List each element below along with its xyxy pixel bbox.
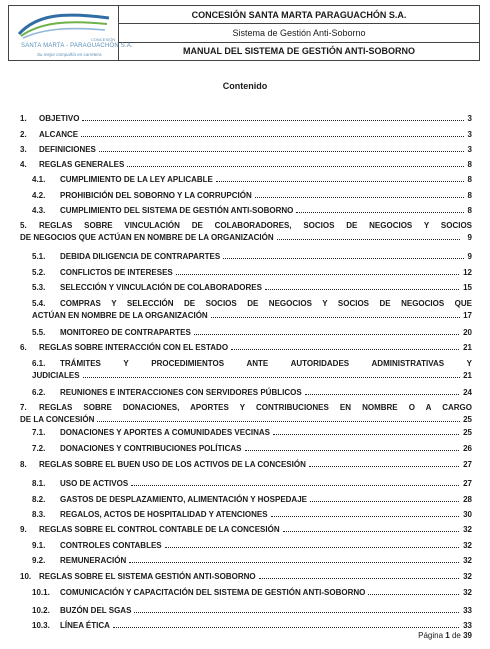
toc-entry-page: 3	[467, 130, 472, 139]
toc-entry[interactable]	[0, 356, 490, 368]
toc-leader-dots	[176, 274, 459, 275]
toc-entry-number: 5.	[20, 221, 27, 230]
toc-entry-page: 30	[463, 510, 472, 519]
page-of: de	[451, 631, 461, 640]
toc-entry-number: 4.1.	[32, 175, 46, 184]
contents-heading: Contenido	[222, 81, 268, 91]
toc-entry-number: 10.	[20, 572, 32, 581]
toc-entry-number: 6.	[20, 343, 27, 352]
toc-entry-number: 7.2.	[32, 444, 46, 453]
toc-entry-page: 25	[463, 428, 472, 437]
toc-leader-dots	[83, 377, 460, 378]
toc-entry-page: 33	[463, 621, 472, 630]
toc-leader-dots	[255, 197, 464, 198]
toc-entry[interactable]	[0, 265, 490, 277]
toc-entry-page: 21	[463, 371, 472, 380]
document-header	[8, 5, 480, 61]
toc-leader-dots	[113, 627, 459, 628]
page-label: Página	[418, 631, 444, 640]
toc-entry-title-line2: DE LA CONCESIÓN	[20, 415, 95, 424]
toc-leader-dots	[277, 239, 460, 240]
logo-name: SANTA MARTA - PARAGUACHÓN S.A.	[21, 43, 133, 49]
toc-entry-number: 9.1.	[32, 541, 46, 550]
toc-leader-dots	[273, 434, 459, 435]
toc-entry-title: REGALOS, ACTOS DE HOSPITALIDAD Y ATENCIONES	[60, 510, 268, 519]
toc-entry-title: USO DE ACTIVOS	[60, 479, 129, 488]
toc-entry[interactable]	[0, 218, 490, 230]
toc-entry-page: 3	[467, 145, 472, 154]
toc-entry-title: GASTOS DE DESPLAZAMIENTO, ALIMENTACIÓN Y HOSPEDAJE	[60, 495, 307, 504]
toc-entry-title-line2: ACTÚAN EN NOMBRE DE LA ORGANIZACIÓN	[32, 311, 208, 320]
toc-entry-page: 8	[467, 175, 472, 184]
toc-entry[interactable]	[0, 425, 490, 437]
toc-entry-title: COMUNICACIÓN Y CAPACITACIÓN DEL SISTEMA DE GESTIÓN ANTI-SOBORNO	[60, 588, 366, 597]
toc-entry[interactable]	[0, 157, 490, 169]
toc-entry-page: 9	[467, 252, 472, 261]
toc-entry[interactable]	[0, 280, 490, 292]
toc-leader-dots	[131, 485, 459, 486]
toc-leader-dots	[127, 166, 464, 167]
logo-small-text: CONCESIÓN	[91, 37, 116, 42]
toc-entry-number: 8.3.	[32, 510, 46, 519]
toc-entry-number: 5.1.	[32, 252, 46, 261]
toc-entry[interactable]	[0, 400, 490, 412]
toc-entry-number: 10.1.	[32, 588, 50, 597]
toc-entry-title: REGLAS SOBRE EL CONTROL CONTABLE DE LA CONCESIÓN	[39, 525, 280, 534]
toc-entry-number: 10.3.	[32, 621, 50, 630]
toc-entry[interactable]	[0, 522, 490, 534]
toc-entry[interactable]	[0, 441, 490, 453]
toc-entry-title-line1: REGLAS SOBRE VINCULACIÓN DE COLABORADORES, SOCIOS DE NEGOCIOS Y SOCIOS	[39, 221, 472, 230]
toc-entry-title-line1: TRÁMITES Y PROCEDIMIENTOS ANTE AUTORIDADES ADMINISTRATIVAS Y	[60, 359, 472, 368]
toc-entry[interactable]	[0, 203, 490, 215]
toc-entry-number: 4.	[20, 160, 27, 169]
toc-entry[interactable]	[0, 249, 490, 261]
toc-entry-title: CUMPLIMIENTO DEL SISTEMA DE GESTIÓN ANTI-SOBORNO	[60, 206, 294, 215]
toc-entry-continuation	[0, 230, 490, 242]
toc-entry-title: REGLAS SOBRE EL SISTEMA GESTIÓN ANTI-SOBORNO	[39, 572, 256, 581]
toc-entry-page: 9	[467, 233, 472, 242]
toc-entry[interactable]	[0, 188, 490, 200]
toc-entry-title: DEBIDA DILIGENCIA DE CONTRAPARTES	[60, 252, 221, 261]
header-titles	[119, 6, 479, 60]
toc-entry-title: CUMPLIMIENTO DE LA LEY APLICABLE	[60, 175, 213, 184]
toc-entry[interactable]	[0, 603, 490, 615]
toc-entry-title: SELECCIÓN Y VINCULACIÓN DE COLABORADORES	[60, 283, 262, 292]
manual-title: MANUAL DEL SISTEMA DE GESTIÓN ANTI-SOBORNO	[119, 42, 479, 60]
toc-leader-dots	[97, 421, 460, 422]
toc-entry-page: 15	[463, 283, 472, 292]
toc-entry-number: 6.1.	[32, 359, 46, 368]
toc-entry[interactable]	[0, 111, 490, 123]
toc-entry-title: PROHIBICIÓN DEL SOBORNO Y LA CORRUPCIÓN	[60, 191, 252, 200]
toc-entry-title: ALCANCE	[39, 130, 79, 139]
toc-leader-dots	[223, 258, 464, 259]
toc-entry-page: 8	[467, 160, 472, 169]
toc-entry-page: 32	[463, 541, 472, 550]
toc-leader-dots	[310, 501, 459, 502]
toc-entry-title: DONACIONES Y APORTES A COMUNIDADES VECINAS	[60, 428, 270, 437]
toc-entry[interactable]	[0, 492, 490, 504]
toc-entry[interactable]	[0, 507, 490, 519]
toc-entry-page: 27	[463, 479, 472, 488]
toc-entry-page: 26	[463, 444, 472, 453]
toc-entry-page: 28	[463, 495, 472, 504]
toc-entry-page: 12	[463, 268, 472, 277]
toc-entry-title: OBJETIVO	[39, 114, 80, 123]
toc-entry-number: 8.	[20, 460, 27, 469]
toc-entry-number: 4.2.	[32, 191, 46, 200]
toc-leader-dots	[129, 562, 459, 563]
page-number	[418, 631, 472, 640]
toc-entry[interactable]	[0, 457, 490, 469]
toc-entry-title: REUNIONES E INTERACCIONES CON SERVIDORES PÚBLICOS	[60, 388, 302, 397]
toc-entry-title-line1: COMPRAS Y SELECCIÓN DE SOCIOS DE NEGOCIOS Y SOCIOS DE NEGOCIOS QUE	[60, 299, 472, 308]
toc-entry-title: DEFINICIONES	[39, 145, 96, 154]
system-name: Sistema de Gestión Anti-Soborno	[119, 23, 479, 41]
toc-leader-dots	[368, 594, 459, 595]
toc-leader-dots	[245, 450, 459, 451]
toc-entry[interactable]	[0, 296, 490, 308]
toc-leader-dots	[211, 317, 460, 318]
toc-entry-title: CONTROLES CONTABLES	[60, 541, 162, 550]
toc-entry[interactable]	[0, 538, 490, 550]
toc-entry-title: REGLAS GENERALES	[39, 160, 125, 169]
toc-entry-number: 6.2.	[32, 388, 46, 397]
toc-entry-page: 33	[463, 606, 472, 615]
toc-entry-number: 10.2.	[32, 606, 50, 615]
toc-entry-number: 5.2.	[32, 268, 46, 277]
toc-entry[interactable]	[0, 172, 490, 184]
toc-entry-title-line1: REGLAS SOBRE DONACIONES, APORTES Y CONTRIBUCIONES EN NOMBRE O A CARGO	[39, 403, 472, 412]
toc-entry[interactable]	[0, 476, 490, 488]
toc-entry-page: 25	[463, 415, 472, 424]
toc-leader-dots	[271, 516, 459, 517]
toc-leader-dots	[165, 547, 459, 548]
company-name: CONCESIÓN SANTA MARTA PARAGUACHÓN S.A.	[191, 9, 407, 20]
toc-entry-title: CONFLICTOS DE INTERESES	[60, 268, 173, 277]
toc-entry-continuation	[0, 368, 490, 380]
toc-leader-dots	[259, 578, 459, 579]
company-logo	[9, 6, 133, 60]
toc-leader-dots	[309, 466, 459, 467]
toc-entry-continuation	[0, 412, 490, 424]
toc-entry-title: REGLAS SOBRE INTERACCIÓN CON EL ESTADO	[39, 343, 229, 352]
toc-leader-dots	[305, 394, 459, 395]
toc-entry-number: 8.2.	[32, 495, 46, 504]
toc-entry[interactable]	[0, 585, 490, 597]
toc-entry-title: BUZÓN DEL SGAS	[60, 606, 132, 615]
toc-entry-page: 21	[463, 343, 472, 352]
toc-entry-number: 5.4.	[32, 299, 46, 308]
toc-entry-title: REGLAS SOBRE EL BUEN USO DE LOS ACTIVOS DE LA CONCESIÓN	[39, 460, 306, 469]
toc-entry-number: 9.2.	[32, 556, 46, 565]
toc-entry[interactable]	[0, 618, 490, 630]
toc-entry[interactable]	[0, 569, 490, 581]
toc-entry-number: 7.1.	[32, 428, 46, 437]
toc-entry-continuation	[0, 308, 490, 320]
toc-entry[interactable]	[0, 142, 490, 154]
toc-entry-page: 32	[463, 572, 472, 581]
toc-entry[interactable]	[0, 553, 490, 565]
toc-entry-title: LÍNEA ÉTICA	[60, 621, 110, 630]
toc-entry-number: 9.	[20, 525, 27, 534]
toc-leader-dots	[296, 212, 464, 213]
toc-entry-title-line2: JUDICIALES	[32, 371, 80, 380]
toc-entry-page: 27	[463, 460, 472, 469]
toc-entry[interactable]	[0, 325, 490, 337]
toc-leader-dots	[134, 612, 459, 613]
toc-entry-number: 4.3.	[32, 206, 46, 215]
toc-entry-title: MONITOREO DE CONTRAPARTES	[60, 328, 191, 337]
toc-entry-page: 3	[467, 114, 472, 123]
toc-entry-page: 32	[463, 525, 472, 534]
toc-entry-number: 5.3.	[32, 283, 46, 292]
toc-entry-number: 5.5.	[32, 328, 46, 337]
toc-entry-page: 8	[467, 191, 472, 200]
toc-entry-page: 24	[463, 388, 472, 397]
toc-leader-dots	[194, 334, 459, 335]
toc-leader-dots	[216, 181, 464, 182]
toc-entry-page: 17	[463, 311, 472, 320]
toc-entry-number: 1.	[20, 114, 27, 123]
toc-entry-number: 8.1.	[32, 479, 46, 488]
toc-entry-number: 7.	[20, 403, 27, 412]
toc-entry-number: 3.	[20, 145, 27, 154]
toc-entry[interactable]	[0, 340, 490, 352]
toc-entry-title-line2: DE NEGOCIOS QUE ACTÚAN EN NOMBRE DE LA ORGANIZACIÓN	[20, 233, 274, 242]
toc-leader-dots	[82, 120, 464, 121]
logo-tagline: Su mejor compañía en carretera	[37, 52, 102, 57]
toc-leader-dots	[283, 531, 459, 532]
toc-entry[interactable]	[0, 385, 490, 397]
toc-entry-page: 20	[463, 328, 472, 337]
toc-leader-dots	[99, 151, 464, 152]
toc-leader-dots	[231, 349, 459, 350]
toc-entry-page: 8	[467, 206, 472, 215]
page-total: 39	[463, 631, 472, 640]
toc-leader-dots	[81, 136, 464, 137]
toc-leader-dots	[265, 289, 459, 290]
page-current: 1	[445, 631, 450, 640]
toc-entry-number: 2.	[20, 130, 27, 139]
toc-entry[interactable]	[0, 127, 490, 139]
toc-entry-title: DONACIONES Y CONTRIBUCIONES POLÍTICAS	[60, 444, 242, 453]
toc-entry-page: 32	[463, 588, 472, 597]
toc-entry-title: REMUNERACIÓN	[60, 556, 127, 565]
toc-entry-page: 32	[463, 556, 472, 565]
